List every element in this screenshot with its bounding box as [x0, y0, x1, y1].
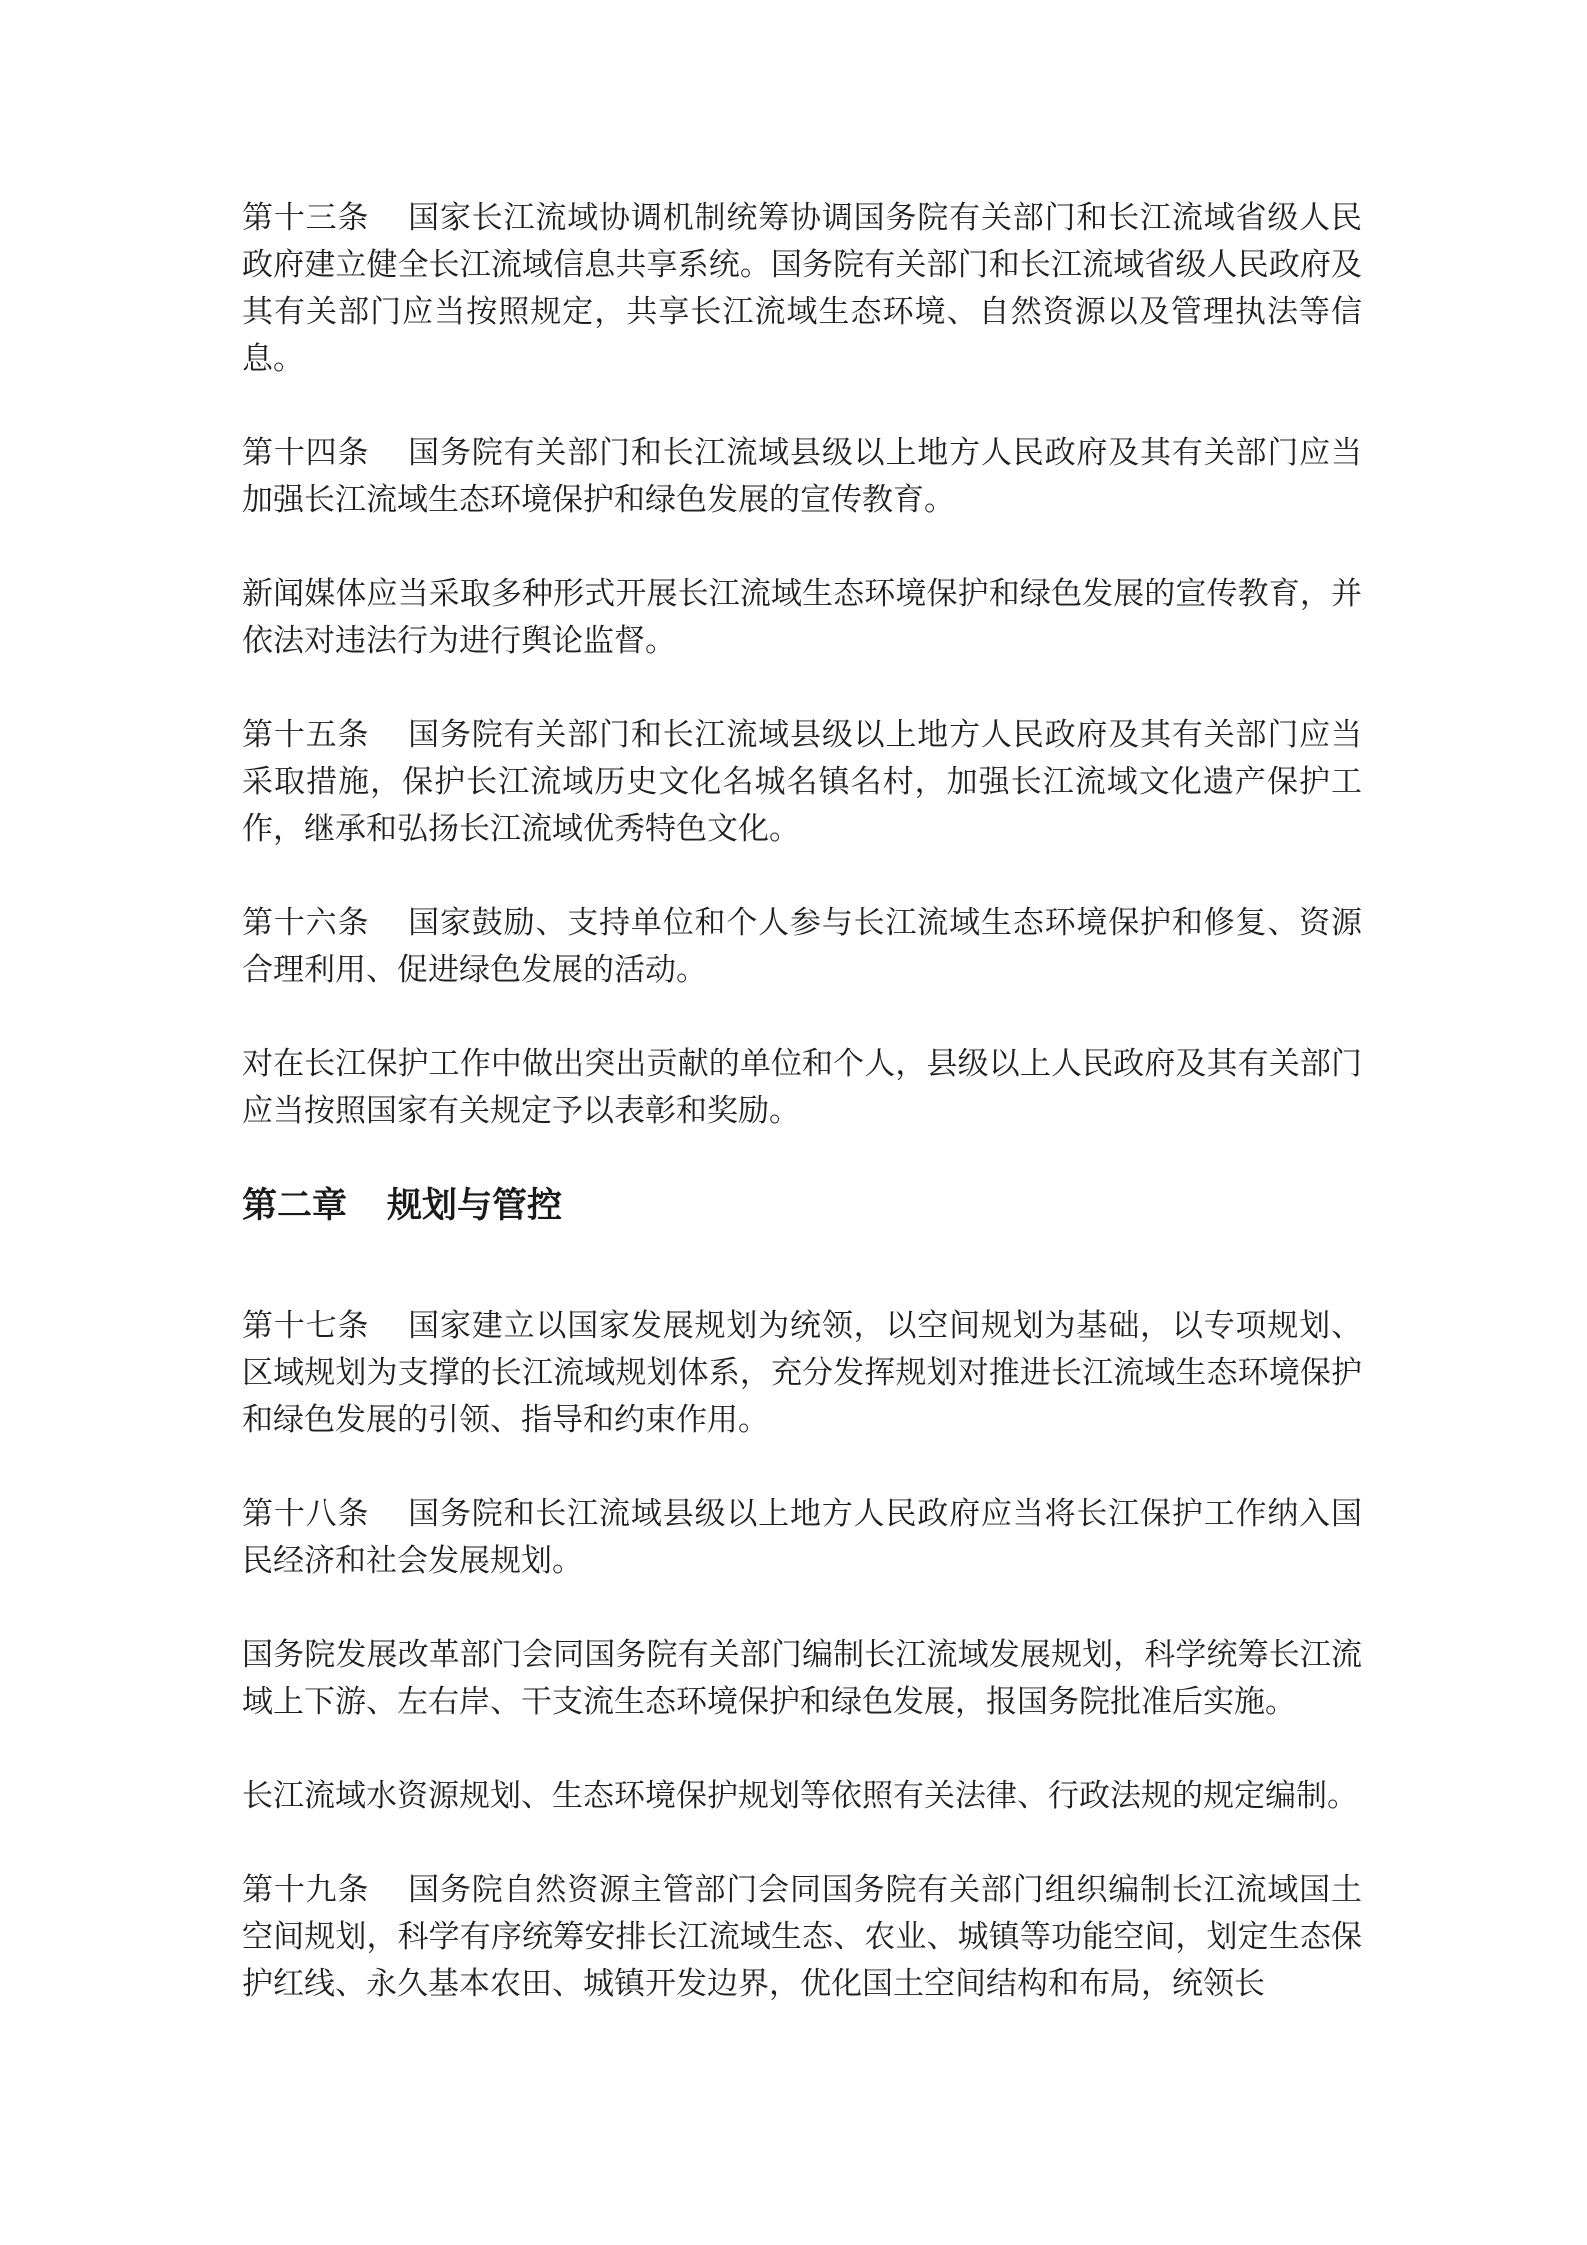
article-text: 国家长江流域协调机制统筹协调国务院有关部门和长江流域省级人民政府建立健全长江流域信息共享系统。国务院有关部门和长江流域省级人民政府及其有关部门应当按照规定，共享长江流域生态环境、自然资源以及管理执法等信息。: [242, 200, 1362, 377]
article-label: 第十八条: [242, 1496, 370, 1532]
chapter-label: 第二章: [242, 1185, 348, 1226]
article-19-paragraph-1: [242, 1867, 1362, 2008]
article-label: 第十五条: [242, 717, 370, 753]
article-label: 第十七条: [242, 1308, 370, 1344]
article-17-paragraph-1: [242, 1303, 1362, 1444]
article-label: 第十四条: [242, 435, 370, 471]
article-label: 第十六条: [242, 905, 370, 941]
article-text: 国务院和长江流域县级以上地方人民政府应当将长江保护工作纳入国民经济和社会发展规划。: [242, 1496, 1362, 1579]
article-16-paragraph-1: [242, 900, 1362, 994]
article-text: 国家鼓励、支持单位和个人参与长江流域生态环境保护和修复、资源合理利用、促进绿色发展的活动。: [242, 905, 1362, 988]
article-18-paragraph-2: 国务院发展改革部门会同国务院有关部门编制长江流域发展规划，科学统筹长江流域上下游、左右岸、干支流生态环境保护和绿色发展，报国务院批准后实施。: [242, 1637, 1362, 1720]
article-text: 国务院有关部门和长江流域县级以上地方人民政府及其有关部门应当加强长江流域生态环境保护和绿色发展的宣传教育。: [242, 435, 1362, 518]
article-text: 国务院有关部门和长江流域县级以上地方人民政府及其有关部门应当采取措施，保护长江流域历史文化名城名镇名村，加强长江流域文化遗产保护工作，继承和弘扬长江流域优秀特色文化。: [242, 717, 1362, 847]
article-14-paragraph-2: 新闻媒体应当采取多种形式开展长江流域生态环境保护和绿色发展的宣传教育，并依法对违法行为进行舆论监督。: [242, 576, 1362, 659]
chapter-heading: [242, 1182, 1362, 1229]
article-14-paragraph-1: [242, 430, 1362, 524]
article-text: 国务院自然资源主管部门会同国务院有关部门组织编制长江流域国土空间规划，科学有序统筹安排长江流域生态、农业、城镇等功能空间，划定生态保护红线、永久基本农田、城镇开发边界，优化国土空间结构和布局，统领长: [242, 1872, 1362, 2002]
document-body: [242, 195, 1362, 2055]
article-18-paragraph-3: 长江流域水资源规划、生态环境保护规划等依照有关法律、行政法规的规定编制。: [242, 1778, 1358, 1814]
article-label: 第十三条: [242, 200, 370, 236]
article-15-paragraph-1: [242, 712, 1362, 853]
article-16-paragraph-2: 对在长江保护工作中做出突出贡献的单位和个人，县级以上人民政府及其有关部门应当按照国家有关规定予以表彰和奖励。: [242, 1046, 1362, 1129]
article-text: 国家建立以国家发展规划为统领，以空间规划为基础，以专项规划、区域规划为支撑的长江流域规划体系，充分发挥规划对推进长江流域生态环境保护和绿色发展的引领、指导和约束作用。: [242, 1308, 1362, 1438]
article-18-paragraph-1: [242, 1491, 1362, 1585]
article-label: 第十九条: [242, 1872, 370, 1908]
chapter-title: 规划与管控: [387, 1185, 563, 1226]
article-13-paragraph-1: [242, 195, 1362, 383]
